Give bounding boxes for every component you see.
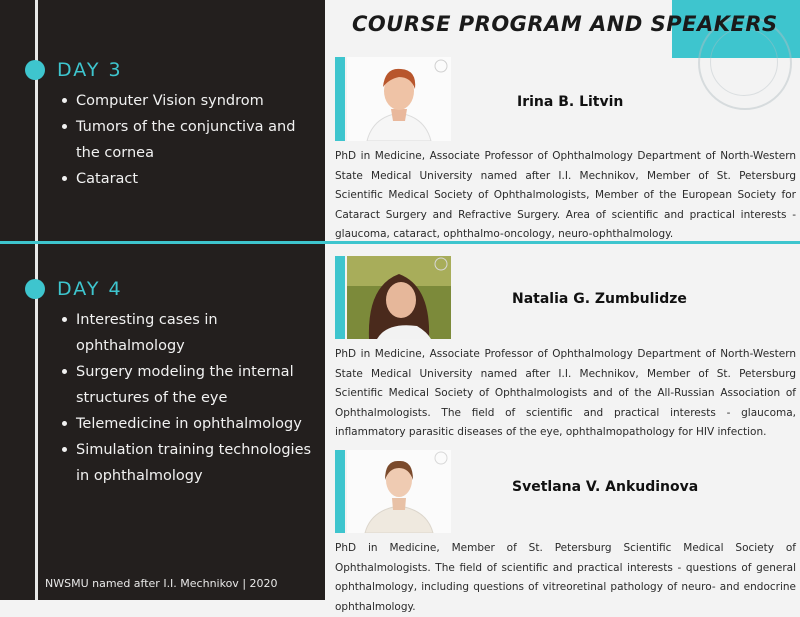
topic-item: Interesting cases in ophthalmology (58, 307, 318, 359)
photo-accent-bar (335, 256, 345, 339)
topic-item: Telemedicine in ophthalmology (58, 411, 318, 437)
photo-accent-bar (335, 450, 345, 533)
speaker-bio-zumbulidze: PhD in Medicine, Associate Professor of Ophthalmology Department of North-Western State Medical University named after I.I. Mechnikov, Member of St. Petersburg Scientific Medical Society of Ophthalmologists and of the All-Russian Association of Ophthalmologists. The field of scientific and practical interests - glaucoma, inflammatory parasitic diseases of the eye, ophthalmopathology for HIV infection. (335, 348, 796, 438)
topic-item: Computer Vision syndrom (58, 88, 318, 114)
day-3-marker (25, 60, 45, 80)
speaker-name-litvin: Irina B. Litvin (517, 94, 624, 110)
topic-item: Simulation training technologies in ophthalmology (58, 437, 318, 489)
speaker-name-zumbulidze: Natalia G. Zumbulidze (512, 291, 687, 307)
topic-item: Tumors of the conjunctiva and the cornea (58, 114, 318, 166)
photo-accent-bar (335, 57, 345, 141)
speaker-name-ankudinova: Svetlana V. Ankudinova (512, 479, 699, 495)
topic-item: Cataract (58, 166, 318, 192)
page-title: COURSE PROGRAM AND SPEAKERS (352, 12, 778, 36)
speaker-photo-litvin (347, 57, 451, 141)
day-4-topics (58, 307, 318, 489)
speaker-bio-litvin: PhD in Medicine, Associate Professor of Ophthalmology Department of North-Western State Medical University named after I.I. Mechnikov, Member of St. Petersburg Scientific Medical Society of Ophthalmologists, Member of the European Society for Cataract Surgery and Refractive Surgery. Area of scientific and practical interests - glaucoma, cataract, ophthalmo-oncology, neuro-ophthalmology. (335, 150, 796, 240)
speaker-photo-ankudinova (347, 450, 451, 533)
day-4-title: DAY 4 (57, 278, 123, 300)
footer-text: NWSMU named after I.I. Mechnikov | 2020 (45, 577, 278, 590)
topic-item: Surgery modeling the internal structures of the eye (58, 359, 318, 411)
day-4-marker (25, 279, 45, 299)
day-3-title: DAY 3 (57, 59, 123, 81)
timeline-line (35, 0, 38, 600)
speaker-photo-zumbulidze (347, 256, 451, 339)
day-3-topics (58, 88, 318, 192)
speaker-bio-ankudinova: PhD in Medicine, Member of St. Petersburg Scientific Medical Society of Ophthalmologists. The field of scientific and practical interests - questions of general ophthalmology, including questions of vitreoretinal pathology of neuro- and endocrine ophthalmology. (335, 542, 796, 613)
